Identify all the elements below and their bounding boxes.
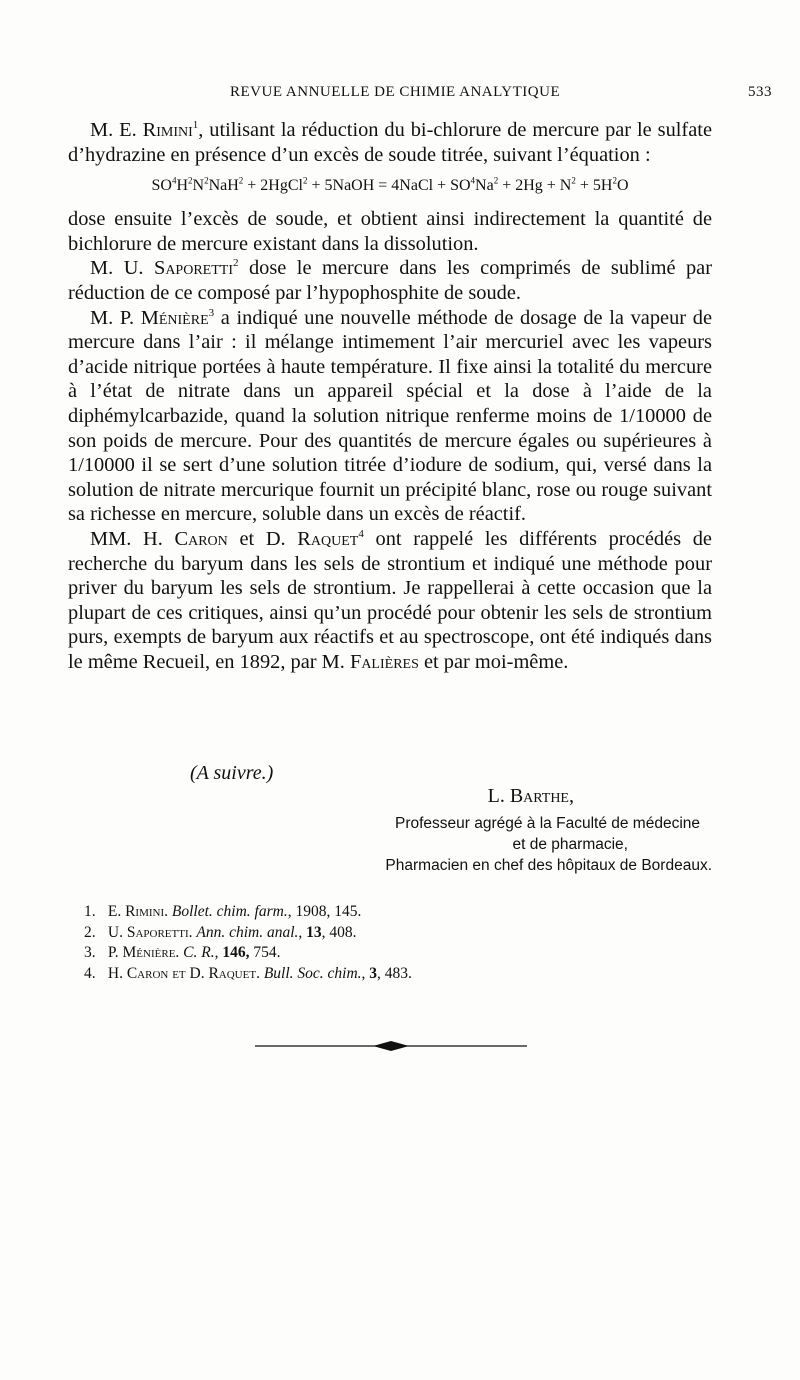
signature-name: L. Barthe, [487, 785, 574, 807]
paragraph-text: a indiqué une nouvelle méthode de dosage de la vapeur de mercure dans l’air : il mélange intimement l’air mercuriel avec les vapeurs d’acide nitrique portées à haute température. Il fixe ainsi la totalité du mercure à l’état de nitrate dans un appareil spécial et la dose à l’aide de la diphémylcarbazide, quand la solution nitrique renferme moins de 1/10000 de son poids de mercure. Pour des quantités de mercure égales ou supérieures à 1/10000 il se sert d’une solution titrée d’iodure de sodium, qui, versé dans la solution de nitrate mercurique fournit un précipité blanc, rose ou rouge suivant sa richesse en mercure, soluble dans un excès de réactif. [68, 306, 712, 526]
paragraph-rimini [68, 118, 712, 167]
author-name: M. E. Rimini [90, 119, 193, 141]
footnote: 4. H. Caron et D. Raquet. Bull. Soc. chim., 3, 483. [84, 964, 412, 982]
footnote-ref: 3 [208, 306, 215, 319]
paragraph-text: dose le mercure dans les comprimés de sublimé par réduction de ce composé par l’hypophosphite de soude. [68, 257, 712, 304]
to-be-continued: (A suivre.) [190, 762, 274, 784]
footnote: 2. U. Saporetti. Ann. chim. anal., 13, 408. [84, 923, 357, 941]
paragraph-text: ont rappelé les différents procédés de recherche du baryum dans les sels de strontium et indiqué une méthode pour priver du baryum les sels de strontium. Je rappellerai à cette occasion que la plupart de ces critiques, ainsi qu’un procédé pour obtenir les sels de strontium purs, exempts de baryum aux réactifs et au spectroscope, ont été indiqués dans le même Recueil, en 1892, par M. [68, 527, 712, 673]
running-title: REVUE ANNUELLE DE CHIMIE ANALYTIQUE [230, 84, 561, 100]
running-header [60, 84, 772, 106]
paragraph-text: , utilisant la réduction du bi-chlorure de mercure par le sulfate d’hydrazine en présence d’un excès de soude titrée, suivant l’équation : [68, 119, 712, 166]
signature-title-line: et de pharmacie, [512, 836, 628, 853]
author-name: M. P. Ménière [90, 306, 209, 329]
footnote-ref: 4 [358, 528, 364, 541]
footnote: 1. E. Rimini. Bollet. chim. farm., 1908, 145. [84, 903, 362, 920]
author-name: Caron [174, 527, 228, 550]
main-text [68, 118, 712, 674]
paragraph-saporetti [68, 256, 712, 305]
paragraph-rimini-continued: dose ensuite l’excès de soude, et obtient ainsi indirectement la quantité de bichlorure de mercure existant dans la dissolution. [68, 208, 712, 255]
signature-block [300, 786, 712, 876]
signature-title-line: Professeur agrégé à la Faculté de médecine [394, 815, 700, 832]
author-name: Raquet [297, 527, 359, 550]
footnote-ref: 1 [192, 119, 199, 132]
footnote: 3. P. Ménière. C. R., 146, 754. [84, 944, 281, 962]
paragraph-caron-raquet: MM. H. Caron et D. Raquet$^4$ ont rappelé les différents procédés de recherche du baryum dans les sels de strontium et indiqué une méthode pour priver du baryum les sels de strontium. Je rappellerai à cette occasion que la plupart de ces critiques, ainsi qu’un procédé pour obtenir les sels de strontium purs, exempts de baryum aux réactifs et au spectroscope, ont été indiqués dans le même Recueil, en 1892, par M. Falières et par moi-même. [68, 527, 712, 673]
footnotes [84, 902, 704, 984]
paragraph-meniere [68, 306, 712, 527]
author-name: Falières [349, 650, 419, 673]
author-name: M. U. Saporetti [90, 257, 233, 280]
end-ornament-divider [255, 1038, 527, 1054]
signature-title-line: Pharmacien en chef des hôpitaux de Bordeaux. [385, 857, 712, 874]
footnote-ref: 2 [232, 257, 239, 270]
chemical-equation: $SO^4H^2N^2NaH^2$ + 2HgCl$^2$ + 5NaOH = 4NaCl + $SO^4Na^2 + 2Hg + N^2 + 5H^2O$ [151, 175, 629, 195]
page-number: 533 [748, 84, 772, 100]
